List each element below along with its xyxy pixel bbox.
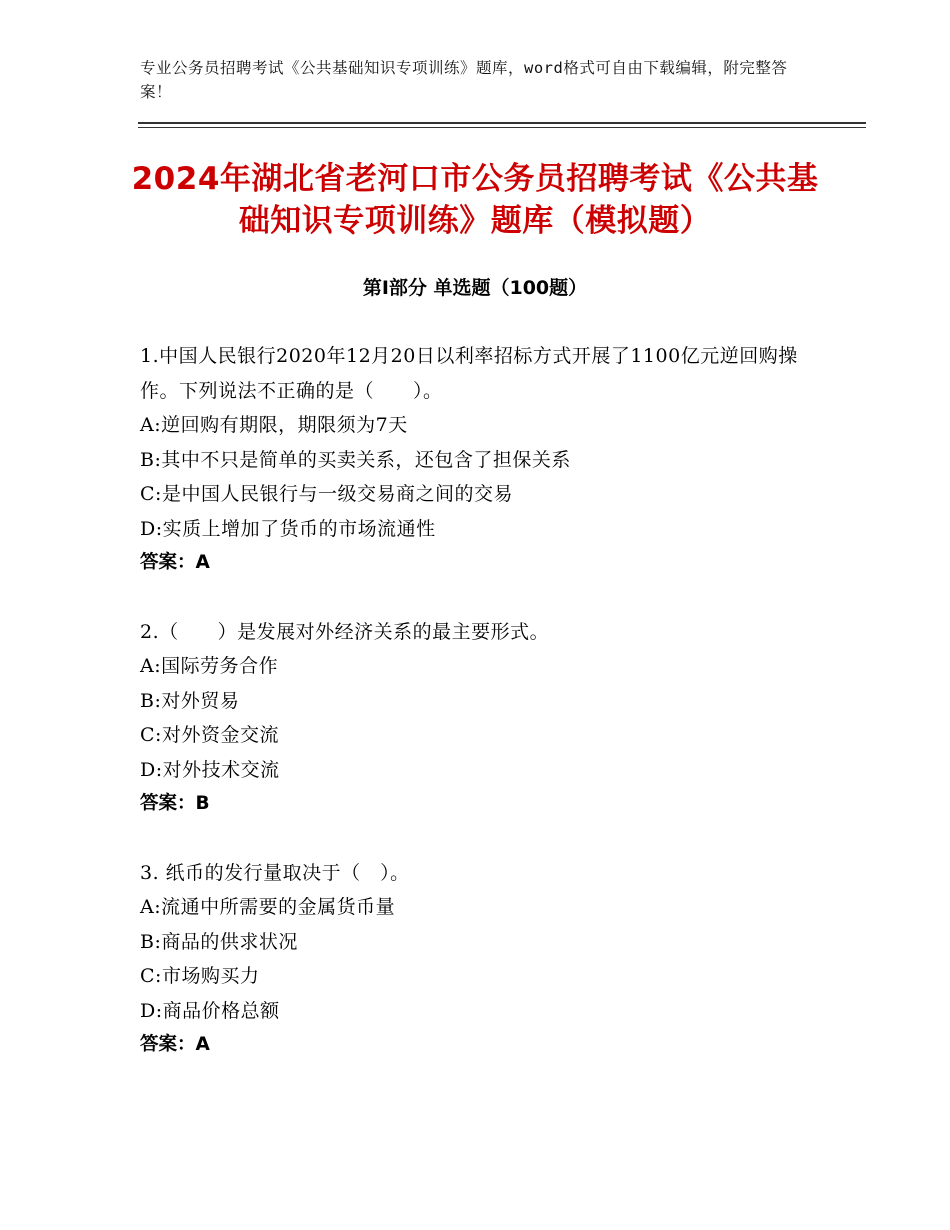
option-a: A:逆回购有期限，期限须为7天 bbox=[140, 414, 408, 436]
option-b: B:对外贸易 bbox=[140, 689, 240, 712]
section-title: 第I部分 单选题（100题） bbox=[362, 277, 588, 299]
option-d: D:商品价格总额 bbox=[140, 999, 280, 1022]
header-divider-thick bbox=[138, 122, 866, 124]
option-b: B:其中不只是简单的买卖关系，还包含了担保关系 bbox=[140, 448, 571, 471]
option-a: A:流通中所需要的金属货币量 bbox=[140, 896, 396, 918]
option-c: C:对外资金交流 bbox=[140, 724, 279, 746]
option-c: C:是中国人民银行与一级交易商之间的交易 bbox=[140, 483, 513, 505]
option-d: D:实质上增加了货币的市场流通性 bbox=[140, 517, 436, 540]
question-1 bbox=[140, 339, 820, 581]
option-c: C:市场购买力 bbox=[140, 965, 260, 987]
question-3 bbox=[140, 856, 820, 1063]
question-stem: 2.（ ）是发展对外经济关系的最主要形式。 bbox=[140, 620, 550, 643]
question-list bbox=[140, 339, 820, 1097]
question-stem: 1.中国人民银行2020年12月20日以利率招标方式开展了1100亿元逆回购操作。下列说法不正确的是（ ）。 bbox=[140, 345, 798, 402]
answer: 答案：A bbox=[140, 552, 210, 573]
option-a: A:国际劳务合作 bbox=[140, 655, 279, 677]
document-title: 2024年湖北省老河口市公务员招聘考试《公共基础知识专项训练》题库（模拟题） bbox=[131, 161, 819, 239]
question-stem: 3. 纸币的发行量取决于（ ）。 bbox=[140, 861, 410, 884]
answer: 答案：B bbox=[140, 793, 210, 814]
header-divider-thin bbox=[138, 127, 866, 128]
answer: 答案：A bbox=[140, 1034, 210, 1055]
question-2 bbox=[140, 615, 820, 822]
option-b: B:商品的供求状况 bbox=[140, 930, 298, 953]
option-d: D:对外技术交流 bbox=[140, 758, 280, 781]
header-note: 专业公务员招聘考试《公共基础知识专项训练》题库，word格式可自由下载编辑，附完整答案！ bbox=[140, 59, 788, 101]
